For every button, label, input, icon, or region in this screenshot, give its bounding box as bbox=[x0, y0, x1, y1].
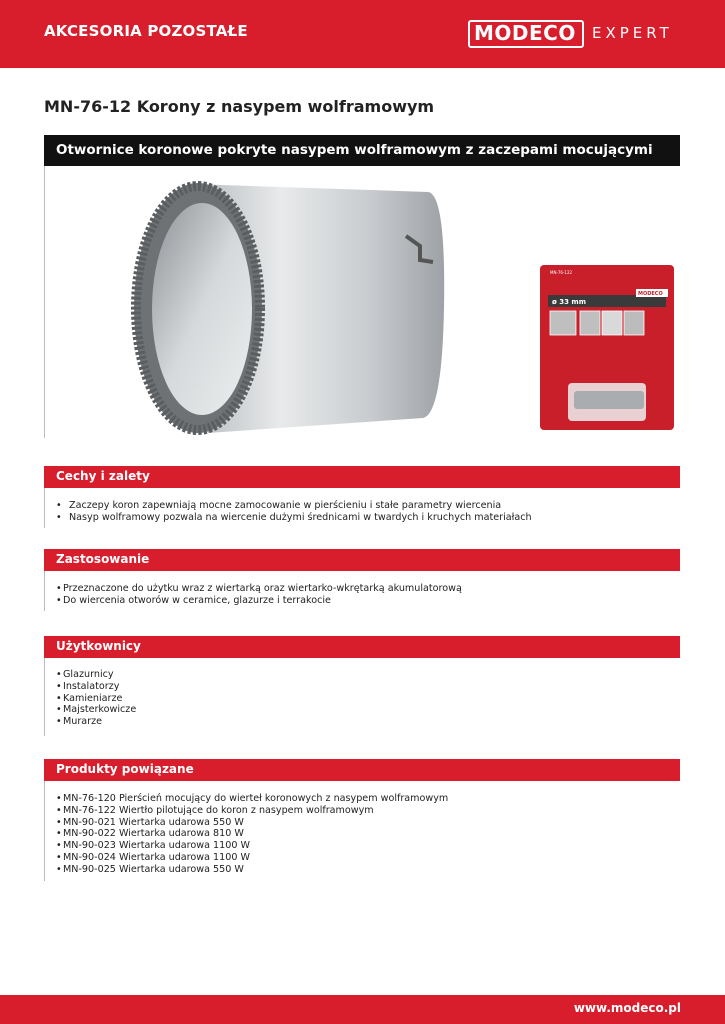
list-item: • Przeznaczone do użytku wraz z wiertarką oraz wiertarko-wkrętarką akumulatorową bbox=[56, 583, 462, 595]
list-item: • Zaczepy koron zapewniają mocne zamocowanie w pierścieniu i stałe parametry wiercenia bbox=[56, 500, 532, 512]
product-image bbox=[128, 178, 448, 440]
features-header bbox=[44, 466, 680, 488]
usage-title: Zastosowanie bbox=[56, 552, 150, 566]
features-title: Cechy i zalety bbox=[56, 469, 150, 483]
usage-header bbox=[44, 549, 680, 571]
brand-name: MODECO bbox=[474, 21, 576, 45]
related-product-link[interactable]: • MN-90-022 Wiertarka udarowa 810 W bbox=[56, 828, 448, 840]
package-code: MN-76-122 bbox=[550, 270, 573, 275]
package-size: ø 33 mm bbox=[552, 298, 587, 306]
list-item: • Instalatorzy bbox=[56, 681, 136, 693]
related-product-link[interactable]: • MN-90-025 Wiertarka udarowa 550 W bbox=[56, 864, 448, 876]
users-header bbox=[44, 636, 680, 658]
image-area-divider bbox=[44, 166, 45, 438]
header-bar bbox=[0, 0, 725, 68]
list-item: • Do wiercenia otworów w ceramice, glazurze i terrakocie bbox=[56, 595, 462, 607]
features-list bbox=[56, 500, 532, 524]
usage-divider bbox=[44, 571, 45, 611]
features-divider bbox=[44, 488, 45, 528]
related-product-link[interactable]: • MN-76-120 Pierścień mocujący do wierteł koronowych z nasypem wolframowym bbox=[56, 793, 448, 805]
footer-bar bbox=[0, 995, 725, 1024]
list-item: • Majsterkowicze bbox=[56, 704, 136, 716]
related-product-link[interactable]: • MN-90-021 Wiertarka udarowa 550 W bbox=[56, 817, 448, 829]
usage-list bbox=[56, 583, 462, 607]
product-title: MN-76-12 Korony z nasypem wolframowym bbox=[44, 97, 435, 116]
category-title: AKCESORIA POZOSTAŁE bbox=[44, 22, 248, 40]
related-product-link[interactable]: • MN-90-024 Wiertarka udarowa 1100 W bbox=[56, 852, 448, 864]
list-item: • Murarze bbox=[56, 716, 136, 728]
related-title: Produkty powiązane bbox=[56, 762, 194, 776]
related-list bbox=[56, 793, 448, 876]
footer-url[interactable]: www.modeco.pl bbox=[573, 1001, 681, 1015]
users-title: Użytkownicy bbox=[56, 639, 141, 653]
list-item: • Nasyp wolframowy pozwala na wiercenie dużymi średnicami w twardych i kruchych materiałach bbox=[56, 512, 532, 524]
product-subtitle-bar bbox=[44, 135, 680, 166]
product-subtitle: Otwornice koronowe pokryte nasypem wolframowym z zaczepami mocującymi bbox=[56, 142, 653, 158]
crown-inner bbox=[152, 203, 252, 415]
list-item: • Kamieniarze bbox=[56, 693, 136, 705]
users-list bbox=[56, 669, 136, 728]
brand-suffix: EXPERT bbox=[592, 24, 673, 42]
related-divider bbox=[44, 781, 45, 881]
related-product-link[interactable]: • MN-76-122 Wiertło pilotujące do koron z nasypem wolframowym bbox=[56, 805, 448, 817]
list-item: • Glazurnicy bbox=[56, 669, 136, 681]
related-header bbox=[44, 759, 680, 781]
users-divider bbox=[44, 658, 45, 736]
package-image bbox=[540, 265, 674, 430]
related-product-link[interactable]: • MN-90-023 Wiertarka udarowa 1100 W bbox=[56, 840, 448, 852]
package-brand: MODECO bbox=[638, 291, 663, 297]
